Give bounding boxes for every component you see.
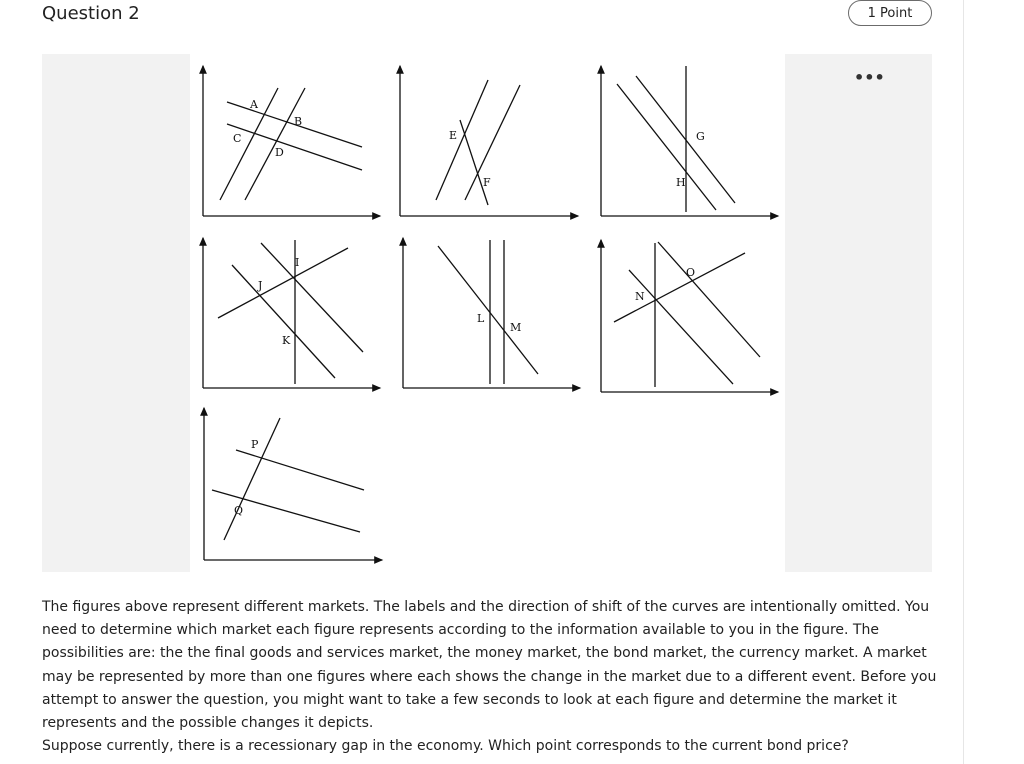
label-I: I bbox=[295, 256, 300, 269]
figure-5-curves bbox=[438, 240, 538, 384]
question-body bbox=[42, 596, 937, 758]
label-G: G bbox=[696, 130, 705, 143]
figure-4-curves bbox=[218, 240, 363, 384]
label-P: P bbox=[251, 438, 259, 451]
label-C: C bbox=[233, 132, 242, 145]
figure-5-axes bbox=[403, 238, 580, 388]
label-N: N bbox=[635, 290, 645, 303]
label-D: D bbox=[275, 146, 284, 159]
label-K: K bbox=[282, 334, 291, 347]
label-M: M bbox=[510, 321, 522, 334]
figure-6-curves bbox=[614, 242, 760, 387]
figure-3-axes bbox=[601, 66, 778, 216]
figure-7-axes bbox=[204, 408, 382, 560]
label-H: H bbox=[676, 176, 686, 189]
ellipsis-icon[interactable]: ••• bbox=[854, 68, 885, 87]
label-F: F bbox=[483, 176, 491, 189]
label-B: B bbox=[294, 115, 303, 128]
points-badge: 1 Point bbox=[848, 0, 932, 26]
question-prompt: Suppose currently, there is a recessionary gap in the economy. Which point corresponds to the current bond price? bbox=[42, 738, 849, 755]
question-description: The figures above represent different markets. The labels and the direction of shift of the curves are intentionally omitted. You need to determine which market each figure represents according to the information available to you in the figure. The possibilities are: the the final goods and services market, the money market, the bond market, the currency market. A market may be represented by more than one figures where each shows the change in the market due to a different event. Before you attempt to answer the question, you might want to take a few seconds to look at each figure and determine the market it represents and the possible changes it depicts. bbox=[42, 599, 937, 732]
label-Q: Q bbox=[234, 504, 244, 517]
label-E: E bbox=[449, 129, 458, 142]
figure-3-curves bbox=[617, 66, 735, 212]
figure-2-curves bbox=[436, 80, 520, 205]
figure-7-curves bbox=[212, 418, 364, 540]
figure-2-axes bbox=[400, 66, 578, 216]
figure-6-axes bbox=[601, 240, 778, 392]
question-title: Question 2 bbox=[42, 3, 140, 24]
label-A: A bbox=[250, 98, 258, 111]
label-J: J bbox=[258, 279, 263, 292]
figure-1-axes bbox=[203, 66, 380, 216]
label-O: O bbox=[686, 266, 696, 279]
figure-4-axes bbox=[203, 238, 380, 388]
label-L: L bbox=[477, 312, 485, 325]
